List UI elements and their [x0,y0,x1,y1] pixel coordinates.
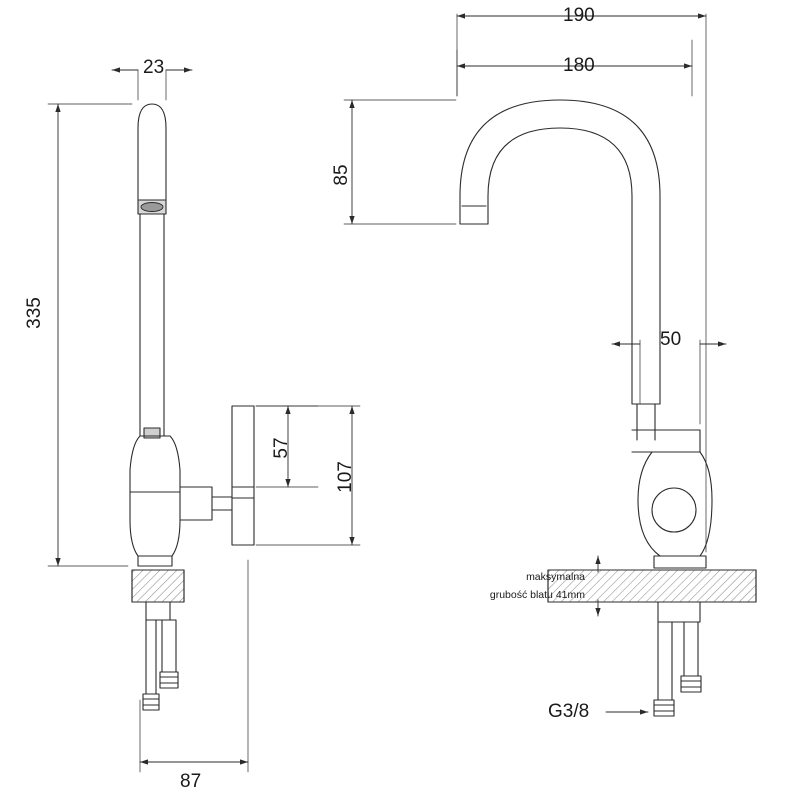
dimension-label-190: 190 [563,5,595,26]
dimension-label-180: 180 [563,55,595,76]
right-view-faucet [460,100,756,716]
dimension-label-87: 87 [180,771,202,792]
dimension-label-50: 50 [660,329,682,350]
right-view-dimensions [344,14,726,712]
dimension-label-85: 85 [331,164,352,186]
dimension-label-g38: G3/8 [548,701,590,722]
left-view-dimensions [48,70,360,772]
dimension-label-57: 57 [271,437,292,459]
note-max-thickness-line1: maksymalna [526,571,585,583]
dimension-label-335: 335 [24,297,45,329]
dimension-label-107: 107 [335,461,356,493]
dimension-label-23: 23 [143,57,165,78]
left-view-faucet [130,104,254,710]
note-max-thickness-line2: grubość blatu 41mm [489,589,585,601]
